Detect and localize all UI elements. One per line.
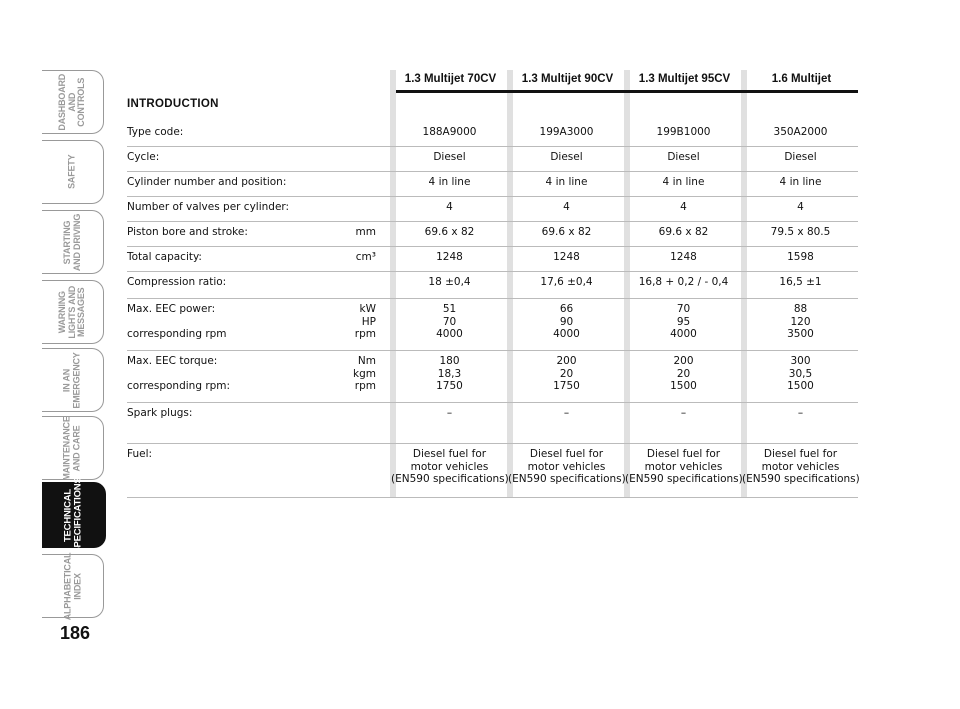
row-divider	[127, 402, 858, 403]
row-unit	[356, 251, 376, 264]
cell-value: 188A9000	[422, 126, 477, 138]
unit-text: kW	[359, 303, 376, 315]
cell-value: 4 in line	[428, 176, 471, 188]
cell-value: 69.6 x 82	[424, 226, 475, 238]
cell-value: 4 in line	[779, 176, 822, 188]
cell-value: 51 70 4000	[436, 303, 463, 340]
cell-value: 200 20 1750	[553, 355, 580, 392]
row-unit	[355, 303, 376, 341]
cell-value: 1248	[553, 251, 580, 263]
cell-value: Diesel fuel for motor vehicles (EN590 specifications)	[508, 448, 626, 485]
table-row	[127, 251, 858, 272]
table-row	[127, 407, 858, 444]
cell-value: 300 30,5 1500	[787, 355, 814, 392]
table-row	[127, 151, 858, 172]
cell-value: Diesel	[784, 151, 817, 163]
cell-value: Diesel	[667, 151, 700, 163]
row-label: Cycle:	[127, 151, 160, 163]
column-header: 1.3 Multijet 95CV	[638, 73, 731, 85]
table-row	[127, 126, 858, 147]
row-label: Type code:	[127, 126, 184, 138]
table-row	[127, 226, 858, 247]
unit-text: rpm	[354, 328, 376, 340]
cell-value: 4	[446, 201, 453, 213]
section-title: INTRODUCTION	[127, 98, 219, 110]
table-row	[127, 176, 858, 197]
cell-value: 350A2000	[773, 126, 828, 138]
cell-value: 180 18,3 1750	[436, 355, 463, 392]
cell-value: –	[680, 407, 687, 419]
cell-value: 1248	[670, 251, 697, 263]
header-rule	[396, 90, 858, 93]
table-row	[127, 448, 858, 498]
cell-value: 1598	[787, 251, 814, 263]
column-header: 1.6 Multijet	[771, 73, 832, 85]
cell-value: 79.5 x 80.5	[770, 226, 831, 238]
cell-value: Diesel fuel for motor vehicles (EN590 specifications)	[391, 448, 509, 485]
page-number: 186	[60, 623, 91, 643]
cell-value: –	[446, 407, 453, 419]
tab-technical-specifications[interactable]: TECHNICAL SPECIFICATIONS	[42, 482, 106, 548]
cell-value: Diesel fuel for motor vehicles (EN590 specifications)	[742, 448, 860, 485]
cell-value: 18 ±0,4	[428, 276, 471, 288]
row-divider	[127, 350, 858, 351]
cell-value: –	[563, 407, 570, 419]
unit-text: mm	[355, 226, 376, 238]
row-label: Fuel:	[127, 448, 153, 460]
cell-value: 17,6 ±0,4	[540, 276, 593, 288]
table-row	[127, 355, 858, 403]
tab-maintenance-and-care[interactable]: MAINTENANCE AND CARE	[42, 416, 104, 480]
tab-dashboard-and-controls[interactable]: DASHBOARD AND CONTROLS	[42, 70, 104, 134]
cell-value: –	[797, 407, 804, 419]
row-divider	[127, 171, 858, 172]
cell-value: 88 120 3500	[787, 303, 814, 340]
cell-value: 199B1000	[656, 126, 711, 138]
row-divider	[127, 196, 858, 197]
cell-value: 4 in line	[662, 176, 705, 188]
unit-text: rpm	[354, 380, 376, 392]
tab-alphabetical-index[interactable]: ALPHABETICAL INDEX	[42, 554, 104, 618]
table-row	[127, 303, 858, 351]
column-header: 1.3 Multijet 90CV	[521, 73, 614, 85]
cell-value: 4	[797, 201, 804, 213]
row-divider	[127, 443, 858, 444]
tab-starting-and-driving[interactable]: STARTING AND DRIVING	[42, 210, 104, 274]
cell-value: 1248	[436, 251, 463, 263]
cell-value: 4	[680, 201, 687, 213]
cell-value: 199A3000	[539, 126, 594, 138]
cell-value: 4 in line	[545, 176, 588, 188]
cell-value: Diesel	[550, 151, 583, 163]
unit-text: Nm	[357, 355, 376, 367]
row-divider	[127, 221, 858, 222]
row-label: Max. EEC torque: corresponding rpm:	[127, 355, 231, 392]
cell-value: 69.6 x 82	[541, 226, 592, 238]
cell-value: Diesel	[433, 151, 466, 163]
cell-value: 70 95 4000	[670, 303, 697, 340]
row-label: Cylinder number and position:	[127, 176, 287, 188]
table-header	[127, 70, 858, 90]
cell-value: 4	[563, 201, 570, 213]
row-label: Number of valves per cylinder:	[127, 201, 290, 213]
row-unit	[356, 226, 376, 239]
row-unit	[353, 355, 376, 393]
row-label: Piston bore and stroke:	[127, 226, 248, 238]
row-divider	[127, 298, 858, 299]
row-label: Max. EEC power: corresponding rpm	[127, 303, 227, 340]
unit-text: kgm	[353, 367, 376, 380]
cell-value: 69.6 x 82	[658, 226, 709, 238]
cell-value: Diesel fuel for motor vehicles (EN590 specifications)	[625, 448, 743, 485]
row-divider	[127, 246, 858, 247]
tab-safety[interactable]: SAFETY	[42, 140, 104, 204]
row-label: Compression ratio:	[127, 276, 227, 288]
tab-warning-lights-and-messages[interactable]: WARNING LIGHTS AND MESSAGES	[42, 280, 104, 344]
row-divider	[127, 497, 858, 498]
row-divider	[127, 271, 858, 272]
row-label: Spark plugs:	[127, 407, 193, 419]
cell-value: 200 20 1500	[670, 355, 697, 392]
cell-value: 66 90 4000	[553, 303, 580, 340]
unit-text: cm³	[355, 251, 376, 263]
column-header: 1.3 Multijet 70CV	[404, 73, 497, 85]
cell-value: 16,8 + 0,2 / - 0,4	[638, 276, 729, 288]
table-row	[127, 201, 858, 222]
unit-text: HP	[361, 315, 376, 328]
tab-in-an-emergency[interactable]: IN AN EMERGENCY	[42, 348, 104, 412]
row-divider	[127, 146, 858, 147]
row-label: Total capacity:	[127, 251, 202, 263]
table-row	[127, 276, 858, 299]
cell-value: 16,5 ±1	[779, 276, 822, 288]
